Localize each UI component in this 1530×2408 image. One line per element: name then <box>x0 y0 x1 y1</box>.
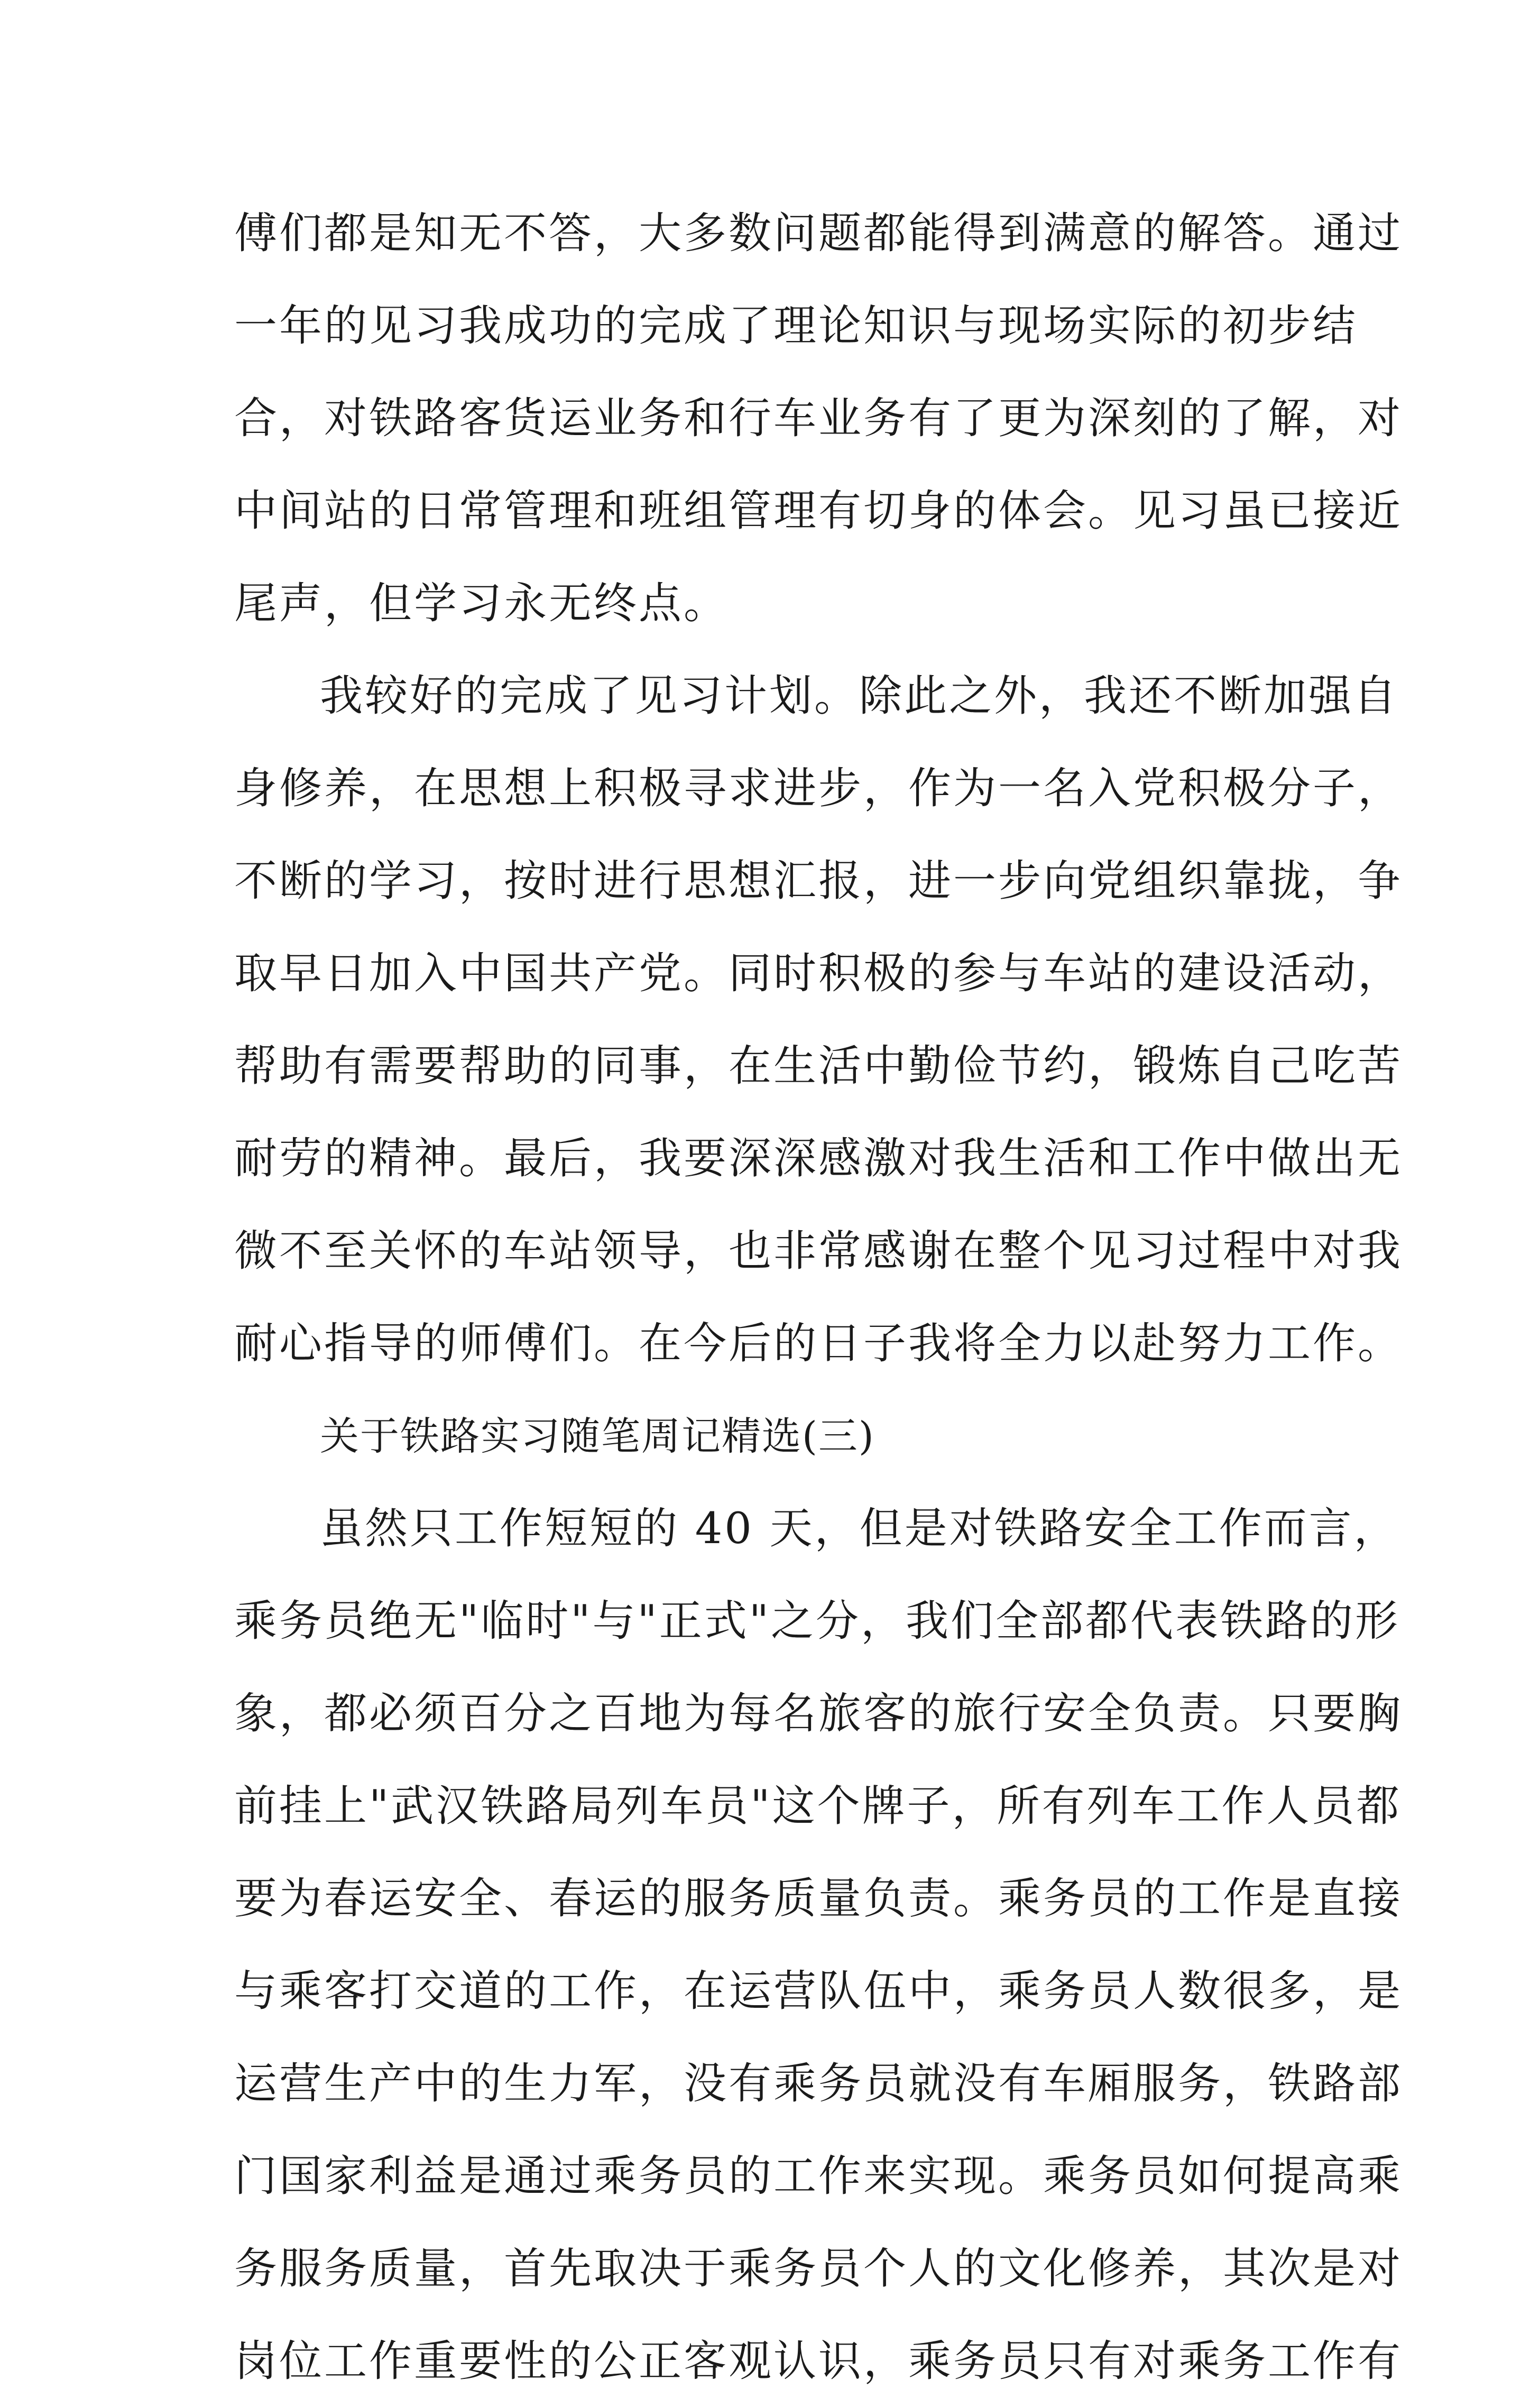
text-line: 身修养，在思想上积极寻求进步，作为一名入党积极分子， <box>234 764 1403 814</box>
text-line: 乘务员绝无"临时"与"正式"之分，我们全部都代表铁路的形 <box>234 1597 1400 1646</box>
text-line: 帮助有需要帮助的同事，在生活中勤俭节约，锻炼自己吃苦 <box>234 1041 1403 1091</box>
text-line: 前挂上"武汉铁路局列车员"这个牌子，所有列车工作人员都 <box>234 1782 1402 1831</box>
document-body <box>234 188 1403 2408</box>
text-line: 与乘客打交道的工作，在运营队伍中，乘务员人数很多，是 <box>234 1967 1403 2016</box>
text-line: 尾声，但学习永无终点。 <box>234 579 729 629</box>
text-line: 要为春运安全、春运的服务质量负责。乘务员的工作是直接 <box>234 1874 1403 1924</box>
text-line: 合，对铁路客货运业务和行车业务有了更为深刻的了解，对 <box>234 394 1403 444</box>
text-line: 象，都必须百分之百地为每名旅客的旅行安全负责。只要胸 <box>234 1689 1403 1739</box>
text-line: 取早日加入中国共产党。同时积极的参与车站的建设活动， <box>234 949 1403 999</box>
text-line: 务服务质量，首先取决于乘务员个人的文化修养，其次是对 <box>234 2244 1403 2294</box>
text-line: 运营生产中的生力军，没有乘务员就没有车厢服务，铁路部 <box>234 2059 1403 2109</box>
text-line: 微不至关怀的车站领导，也非常感谢在整个见习过程中对我 <box>234 1226 1403 1276</box>
paragraph-start-line: 虽然只工作短短的 40 天，但是对铁路安全工作而言， <box>320 1504 1399 1554</box>
section-title: 关于铁路实习随笔周记精选(三) <box>320 1414 875 1459</box>
text-line: 耐心指导的师傅们。在今后的日子我将全力以赴努力工作。 <box>234 1319 1403 1369</box>
text-line: 岗位工作重要性的公正客观认识，乘务员只有对乘务工作有 <box>234 2337 1403 2386</box>
text-line: 中间站的日常管理和班组管理有切身的体会。见习虽已接近 <box>234 486 1403 536</box>
text-line: 一年的见习我成功的完成了理论知识与现场实际的初步结 <box>234 301 1358 351</box>
text-line: 不断的学习，按时进行思想汇报，进一步向党组织靠拢，争 <box>234 856 1403 906</box>
paragraph-start-line: 我较好的完成了见习计划。除此之外，我还不断加强自 <box>320 671 1399 721</box>
text-line: 门国家利益是通过乘务员的工作来实现。乘务员如何提高乘 <box>234 2152 1403 2201</box>
text-line: 傅们都是知无不答，大多数问题都能得到满意的解答。通过 <box>234 209 1403 259</box>
text-line: 耐劳的精神。最后，我要深深感激对我生活和工作中做出无 <box>234 1134 1403 1184</box>
